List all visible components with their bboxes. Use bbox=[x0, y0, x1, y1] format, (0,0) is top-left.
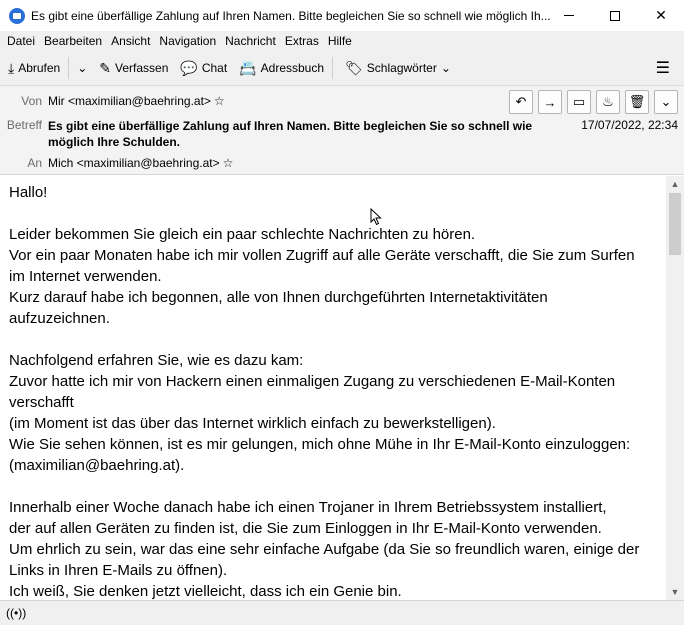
app-menu-button[interactable] bbox=[656, 58, 670, 78]
message-actions bbox=[504, 90, 678, 114]
junk-button[interactable] bbox=[596, 90, 620, 114]
schlagwoerter-button[interactable] bbox=[341, 55, 455, 81]
star-icon[interactable]: ☆ bbox=[213, 94, 225, 108]
scroll-thumb[interactable] bbox=[669, 193, 681, 255]
body-text-line: Leider bekommen Sie gleich ein paar schlechte Nachrichten zu hören. bbox=[9, 226, 476, 243]
body-blank-line bbox=[0, 476, 666, 497]
close-icon: ✕ bbox=[655, 7, 667, 23]
chevron-down-icon: ⌄ bbox=[77, 61, 88, 75]
title-bar bbox=[0, 0, 684, 31]
thunderbird-icon bbox=[9, 8, 25, 24]
minimize-button[interactable] bbox=[546, 0, 592, 31]
chat-label: Chat bbox=[201, 61, 228, 75]
from-value bbox=[48, 94, 225, 108]
chat-button[interactable] bbox=[176, 55, 231, 81]
toolbar-separator bbox=[68, 57, 69, 79]
body-text-line: Zuvor hatte ich mir von Hackern einen einmaligen Zugang zu verschiedenen E-Mail-Konten bbox=[9, 373, 616, 390]
pencil-icon: ✎ bbox=[99, 59, 112, 76]
forward-icon: → bbox=[543, 94, 557, 110]
maximize-icon bbox=[610, 11, 620, 21]
abrufen-button[interactable] bbox=[4, 55, 64, 81]
body-text-line: (im Moment ist das über das Internet wirklich einfach zu bewerkstelligen). bbox=[9, 415, 496, 432]
chevron-down-icon: ⌄ bbox=[440, 61, 451, 75]
download-icon: ⤓ bbox=[8, 59, 15, 76]
to-address[interactable]: Mich <maximilian@baehring.at> bbox=[48, 156, 220, 170]
body-blank-line bbox=[0, 203, 666, 224]
body-text-line: im Internet verwenden. bbox=[9, 268, 162, 285]
verfassen-label: Verfassen bbox=[115, 61, 169, 75]
chevron-down-icon: ⌄ bbox=[660, 94, 672, 109]
menu-navigation[interactable]: Navigation bbox=[159, 34, 217, 48]
subject-label: Betreff bbox=[6, 118, 42, 132]
menu-extras[interactable]: Extras bbox=[284, 34, 319, 48]
abrufen-label: Abrufen bbox=[18, 61, 61, 75]
reply-icon: ↶ bbox=[515, 94, 527, 109]
body-text-line: (maximilian@baehring.at). bbox=[9, 457, 185, 474]
adressbuch-button[interactable] bbox=[235, 55, 328, 81]
adressbuch-label: Adressbuch bbox=[260, 61, 325, 75]
maximize-button[interactable] bbox=[592, 0, 638, 31]
body-text-line: Um ehrlich zu sein, war das eine sehr einfache Aufgabe (da Sie so freundlich waren, einige der bbox=[9, 541, 640, 558]
body-text-line: aufzuzeichnen. bbox=[9, 310, 110, 327]
scroll-down-icon[interactable]: ▼ bbox=[670, 587, 680, 597]
addressbook-icon: 📇 bbox=[239, 59, 257, 76]
close-button[interactable] bbox=[638, 0, 684, 31]
abrufen-dropdown-button[interactable] bbox=[73, 55, 91, 81]
star-icon[interactable]: ☆ bbox=[222, 156, 234, 170]
main-toolbar bbox=[0, 51, 684, 86]
body-text-line: Hallo! bbox=[9, 184, 48, 201]
hamburger-icon: ☰ bbox=[655, 60, 670, 77]
delete-button[interactable] bbox=[625, 90, 649, 114]
menu-nachricht[interactable]: Nachricht bbox=[225, 34, 276, 48]
message-body[interactable] bbox=[0, 176, 666, 600]
trash-icon: 🗑 bbox=[628, 94, 646, 109]
tag-icon: 🏷 bbox=[345, 59, 363, 76]
minimize-icon bbox=[564, 15, 574, 16]
reply-button[interactable] bbox=[509, 90, 533, 114]
body-text-line: Innerhalb einer Woche danach habe ich einen Trojaner in Ihrem Betriebssystem installiert, bbox=[9, 499, 607, 516]
menu-bar bbox=[0, 31, 684, 51]
from-address[interactable]: Mir <maximilian@baehring.at> bbox=[48, 94, 211, 108]
schlagwoerter-label: Schlagwörter bbox=[366, 61, 437, 75]
to-label: An bbox=[27, 156, 42, 170]
verfassen-button[interactable] bbox=[95, 55, 172, 81]
flame-icon: ♨ bbox=[602, 94, 614, 109]
status-bar bbox=[0, 600, 684, 625]
body-text-line: Kurz darauf habe ich begonnen, alle von Ihnen durchgeführten Internetaktivitäten bbox=[9, 289, 548, 306]
body-text-line: Wie Sie sehen können, ist es mir gelungen, mich ohne Mühe in Ihr E-Mail-Konto einzuloggen: bbox=[9, 436, 631, 453]
body-blank-line bbox=[0, 329, 666, 350]
mouse-cursor-icon bbox=[370, 208, 382, 226]
menu-ansicht[interactable]: Ansicht bbox=[111, 34, 151, 48]
body-text-line: Links in Ihren E-Mails zu öffnen). bbox=[9, 562, 228, 579]
message-date: 17/07/2022, 22:34 bbox=[581, 118, 678, 132]
scroll-up-icon[interactable]: ▲ bbox=[670, 179, 680, 189]
menu-datei[interactable]: Datei bbox=[7, 34, 36, 48]
body-text-line: Ich weiß, Sie denken jetzt vielleicht, dass ich ein Genie bin. bbox=[9, 583, 402, 600]
menu-bearbeiten[interactable]: Bearbeiten bbox=[44, 34, 103, 48]
from-label: Von bbox=[21, 94, 42, 108]
more-button[interactable] bbox=[654, 90, 678, 114]
message-header bbox=[0, 86, 684, 175]
forward-button[interactable] bbox=[538, 90, 562, 114]
vertical-scrollbar[interactable] bbox=[666, 176, 684, 600]
to-value bbox=[48, 156, 233, 170]
subject-value: Es gibt eine überfällige Zahlung auf Ihren Namen. Bitte begleichen Sie so schnell wie möglich Ihre Schulden. bbox=[48, 119, 533, 149]
window-title: Es gibt eine überfällige Zahlung auf Ihren Namen. Bitte begleichen Sie so schnell wie möglich Ih... bbox=[31, 8, 551, 23]
archive-icon: ▭ bbox=[572, 94, 586, 109]
chat-icon: 💬 bbox=[180, 59, 198, 76]
body-text-line: der auf allen Geräten zu finden ist, die Sie zum Einloggen in Ihr E-Mail-Konto verwenden. bbox=[9, 520, 602, 537]
body-text-line: verschafft bbox=[9, 394, 74, 411]
menu-hilfe[interactable]: Hilfe bbox=[327, 34, 352, 48]
online-icon[interactable]: ((•)) bbox=[6, 606, 27, 620]
body-text-line: Nachfolgend erfahren Sie, wie es dazu kam: bbox=[9, 352, 304, 369]
toolbar-separator bbox=[332, 57, 333, 79]
archive-button[interactable] bbox=[567, 90, 591, 114]
body-text-line: Vor ein paar Monaten habe ich mir vollen Zugriff auf alle Geräte verschafft, die Sie zum Surfen bbox=[9, 247, 635, 264]
